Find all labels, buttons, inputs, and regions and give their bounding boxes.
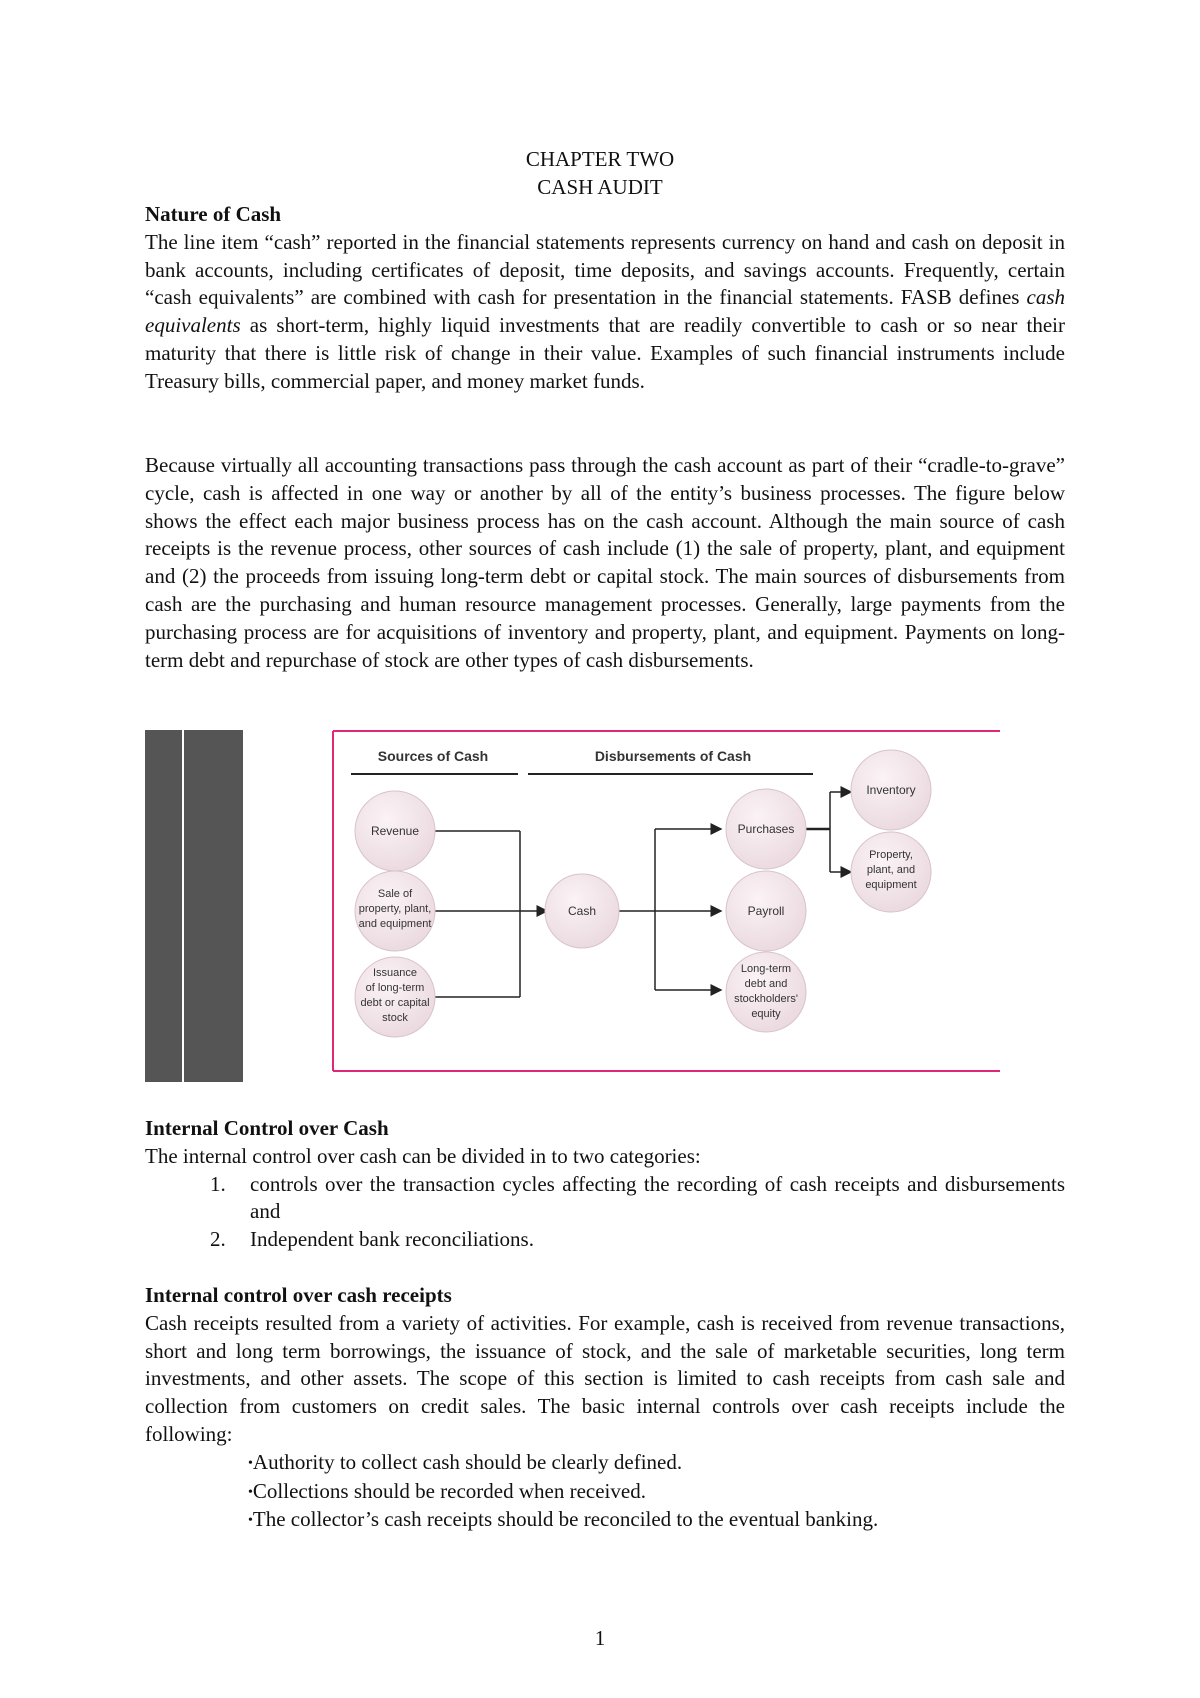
inventory-node (851, 750, 931, 830)
cash-flow-figure (145, 730, 1000, 1090)
cash-node (545, 874, 619, 948)
bullet-icon: • (248, 1455, 253, 1471)
payroll-label: Payroll (747, 904, 785, 918)
issuance-label-line3: debt or capital (360, 997, 430, 1009)
inventory-label: Inventory (866, 783, 916, 797)
chapter-title: CASH AUDIT (537, 174, 663, 199)
section-heading: Internal Control over Cash (145, 1116, 389, 1140)
business-processes-section (145, 452, 1065, 674)
ppe-label-line2: plant, and (866, 864, 916, 876)
bullet-icon: • (248, 1484, 253, 1500)
cash-receipts-section (145, 1282, 1065, 1535)
list-item-text: Collections should be recorded when received. (252, 1478, 646, 1503)
list-number: 2. (210, 1227, 226, 1252)
chapter-heading (0, 146, 1200, 202)
numbered-list (145, 1171, 1065, 1254)
sale-of-ppe-node (355, 871, 435, 951)
paragraph: Because virtually all accounting transactions pass through the cash account as part of their “cradle-to-grave” cycle, cash is affected in one way or another by all of the entity’s business processes. The figure below shows the effect each major business process has on the cash account. Although the main source of cash receipts is the revenue process, other sources of cash include (1) the sale of property, plant, and equipment and (2) the proceeds from issuing long-term debt or capital stock. The main sources of disbursements from cash are the purchasing and human resource management processes. Generally, large payments from the purchasing process are for acquisitions of inventory and property, plant, and equipment. Payments on long-term debt and repurchase of stock are other types of cash disbursements. (145, 453, 1065, 672)
bullet-icon: • (248, 1513, 253, 1529)
list-item-text: The collector’s cash receipts should be reconciled to the eventual banking. (252, 1507, 879, 1532)
paragraph-text: The line item “cash” reported in the financial statements represents currency on hand and cash on deposit in bank accounts, including certificates of deposit, time deposits, and savings accounts. Frequently, certain “cash equivalents” are combined with cash for presentation in the financial statements. FASB defines (145, 229, 1065, 310)
section-heading: Internal control over cash receipts (145, 1283, 452, 1307)
payroll-node (726, 871, 806, 951)
sidebar-bar-left (145, 730, 182, 1082)
cash-label: Cash (567, 904, 597, 918)
list-item-text: Authority to collect cash should be clearly defined. (252, 1449, 683, 1474)
issuance-label-line2: of long-term (365, 982, 425, 994)
ppe-label-line3: equipment (865, 879, 917, 891)
issuance-node (355, 957, 435, 1037)
list-item (145, 1506, 1065, 1535)
section-heading: Nature of Cash (145, 202, 282, 226)
list-number: 1. (210, 1171, 226, 1196)
emphasis-term: cash equivalents (145, 285, 1065, 338)
list-item-text: Independent bank reconciliations. (250, 1227, 534, 1252)
paragraph: The internal control over cash can be divided in to two categories: (145, 1143, 701, 1168)
page-number: 1 (594, 1626, 606, 1650)
longterm-label-line4: equity (751, 1008, 781, 1020)
disbursements-header: Disbursements of Cash (594, 748, 752, 764)
bullet-list (145, 1449, 1065, 1535)
ppe-node (851, 832, 931, 912)
chapter-number: CHAPTER TWO (525, 147, 675, 171)
list-item (145, 1449, 1065, 1478)
issuance-label-line4: stock (382, 1012, 408, 1024)
nature-of-cash-section (145, 201, 1065, 396)
longterm-label-line2: debt and (744, 978, 788, 990)
list-item-text: controls over the transaction cycles affecting the recording of cash receipts and disbursements and (250, 1171, 1065, 1224)
internal-control-section (145, 1115, 1065, 1254)
long-term-debt-node (726, 952, 806, 1032)
ppe-label-line1: Property, (869, 849, 913, 861)
longterm-label-line1: Long-term (740, 963, 792, 975)
sale-label-line2: property, plant, (358, 903, 432, 915)
revenue-label: Revenue (370, 824, 420, 838)
list-item (145, 1478, 1065, 1507)
list-item (145, 1171, 1065, 1227)
issuance-label-line1: Issuance (372, 967, 418, 979)
sale-label-line1: Sale of (377, 888, 413, 900)
paragraph (145, 229, 1065, 396)
sources-header: Sources of Cash (377, 748, 489, 764)
purchases-label: Purchases (737, 822, 795, 836)
revenue-node (355, 791, 435, 871)
list-item (145, 1226, 1065, 1254)
cash-flow-diagram (145, 730, 1000, 1090)
paragraph-text: as short-term, highly liquid investments that are readily convertible to cash or so near their maturity that there is little risk of change in their value. Examples of such financial instruments include Treasury bills, commercial paper, and money market funds. (145, 313, 1065, 393)
sidebar-bar-right (184, 730, 243, 1082)
longterm-label-line3: stockholders' (734, 993, 798, 1005)
paragraph: Cash receipts resulted from a variety of activities. For example, cash is received from revenue transactions, short and long term borrowings, the issuance of stock, and the sale of marketable securities, long term investments, and other assets. The scope of this section is limited to cash receipts from cash sale and collection from customers on credit sales. The basic internal controls over cash receipts include the following: (145, 1310, 1065, 1446)
sale-label-line3: and equipment (358, 918, 432, 930)
purchases-node (726, 789, 806, 869)
